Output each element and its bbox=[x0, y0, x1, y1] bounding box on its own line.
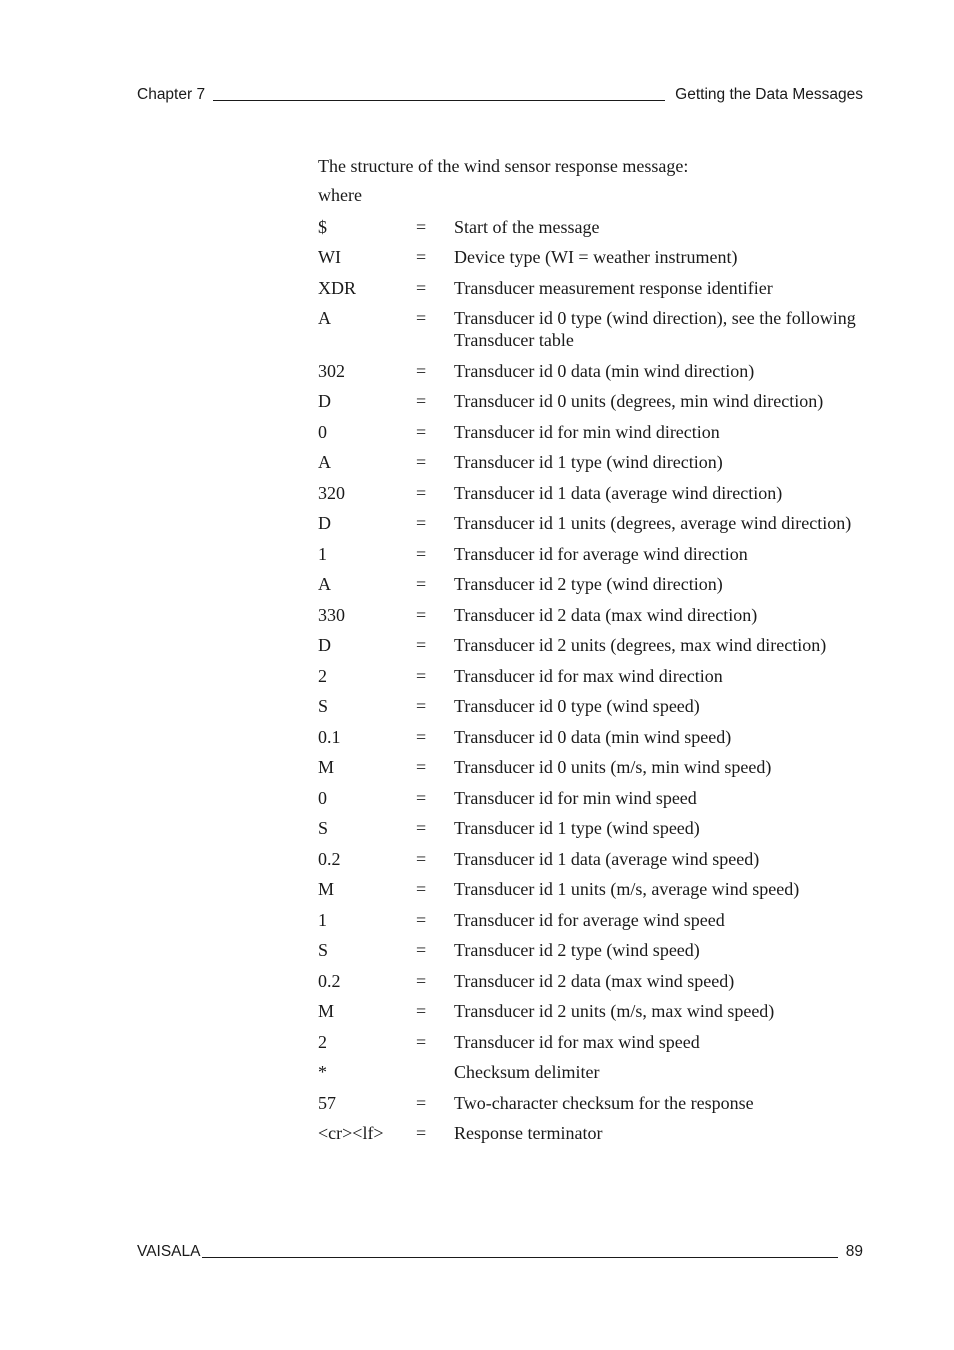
definition-description: Device type (WI = weather instrument) bbox=[454, 247, 738, 267]
chapter-label: Chapter 7 bbox=[137, 86, 206, 103]
definition-description: Transducer id 2 units (degrees, max wind direction) bbox=[454, 635, 827, 655]
equals-sign: = bbox=[416, 909, 427, 930]
equals-sign: = bbox=[416, 574, 427, 594]
definition-row bbox=[318, 661, 878, 692]
section-title: Getting the Data Messages bbox=[675, 86, 863, 103]
equals-sign: = bbox=[416, 1001, 427, 1021]
definition-description: Transducer id 2 type (wind direction) bbox=[454, 574, 723, 594]
definition-description: Start of the message bbox=[454, 216, 600, 237]
definition-term: M bbox=[318, 879, 335, 899]
definition-description: Two-character checksum for the response bbox=[454, 1092, 754, 1113]
definition-term: M bbox=[318, 757, 335, 777]
definition-term: D bbox=[318, 635, 331, 655]
definition-description: Checksum delimiter bbox=[454, 1062, 600, 1082]
definition-term: 330 bbox=[318, 604, 345, 625]
definition-row bbox=[318, 783, 878, 814]
definition-row bbox=[318, 813, 878, 844]
equals-sign: = bbox=[416, 391, 427, 411]
brand-name: VAISALA bbox=[137, 1243, 201, 1260]
equals-sign: = bbox=[416, 787, 427, 808]
definition-description: Transducer id 1 data (average wind direction) bbox=[454, 482, 783, 503]
definition-description: Transducer measurement response identifier bbox=[454, 277, 773, 298]
definition-description: Transducer id 1 units (m/s, average wind speed) bbox=[454, 879, 800, 899]
equals-sign: = bbox=[416, 277, 427, 298]
definition-description: Transducer id 0 type (wind speed) bbox=[454, 696, 700, 716]
definition-term: 0.2 bbox=[318, 970, 341, 991]
definition-description: Transducer id 0 units (degrees, min wind direction) bbox=[454, 391, 824, 411]
definition-description: Transducer id for min wind speed bbox=[454, 787, 697, 808]
equals-sign: = bbox=[416, 1031, 427, 1052]
definition-description: Transducer id for min wind direction bbox=[454, 421, 720, 442]
definition-term: <cr><lf> bbox=[318, 1123, 384, 1143]
definition-row bbox=[318, 303, 878, 356]
definition-row bbox=[318, 966, 878, 997]
definition-description: Transducer id for max wind direction bbox=[454, 665, 723, 686]
equals-sign: = bbox=[416, 421, 427, 442]
equals-sign: = bbox=[416, 696, 427, 716]
definition-description: Transducer id 2 data (max wind speed) bbox=[454, 970, 735, 991]
definition-row bbox=[318, 722, 878, 753]
definition-row bbox=[318, 752, 878, 783]
equals-sign: = bbox=[416, 482, 427, 503]
definition-row bbox=[318, 242, 878, 273]
definition-row bbox=[318, 600, 878, 631]
definition-term: A bbox=[318, 452, 331, 472]
equals-sign: = bbox=[416, 635, 427, 655]
definition-row bbox=[318, 844, 878, 875]
definition-row bbox=[318, 905, 878, 936]
page-footer bbox=[137, 1243, 863, 1261]
definition-description: Transducer id 2 units (m/s, max wind speed) bbox=[454, 1001, 775, 1021]
definition-row bbox=[318, 630, 878, 661]
definition-description: Transducer id 0 data (min wind direction) bbox=[454, 360, 755, 381]
definition-row bbox=[318, 356, 878, 387]
definition-term: 2 bbox=[318, 1031, 327, 1052]
definition-term: S bbox=[318, 818, 329, 838]
definition-term: 0.1 bbox=[318, 726, 341, 747]
equals-sign: = bbox=[416, 818, 427, 838]
definition-term: 57 bbox=[318, 1092, 336, 1113]
definition-row bbox=[318, 874, 878, 905]
equals-sign: = bbox=[416, 940, 427, 960]
definition-term: 302 bbox=[318, 360, 345, 381]
where-label: where bbox=[318, 185, 362, 205]
definition-term: WI bbox=[318, 247, 341, 267]
header-rule bbox=[213, 100, 665, 101]
definition-description: Transducer id for average wind speed bbox=[454, 909, 725, 930]
definition-term: S bbox=[318, 940, 329, 960]
footer-rule bbox=[202, 1257, 837, 1258]
definition-description: Transducer id 1 data (average wind speed) bbox=[454, 848, 760, 869]
intro-text: The structure of the wind sensor response message: bbox=[318, 156, 689, 176]
equals-sign: = bbox=[416, 216, 427, 237]
equals-sign: = bbox=[416, 360, 427, 381]
equals-sign: = bbox=[416, 1123, 427, 1143]
definition-term: 2 bbox=[318, 665, 327, 686]
definition-row bbox=[318, 935, 878, 966]
equals-sign: = bbox=[416, 970, 427, 991]
equals-sign: = bbox=[416, 1092, 427, 1113]
definition-list bbox=[318, 212, 878, 1149]
definition-term: $ bbox=[318, 216, 327, 237]
definition-row bbox=[318, 273, 878, 304]
definition-term: D bbox=[318, 391, 331, 411]
equals-sign: = bbox=[416, 452, 427, 472]
definition-term: XDR bbox=[318, 277, 357, 298]
equals-sign: = bbox=[416, 848, 427, 869]
definition-row bbox=[318, 569, 878, 600]
definition-row bbox=[318, 1027, 878, 1058]
definition-description: Transducer id 0 data (min wind speed) bbox=[454, 726, 732, 747]
definition-row bbox=[318, 539, 878, 570]
definition-description: Transducer id 1 type (wind speed) bbox=[454, 818, 700, 838]
definition-row bbox=[318, 386, 878, 417]
page-header bbox=[137, 86, 863, 104]
definition-term: S bbox=[318, 696, 329, 716]
definition-row bbox=[318, 1057, 878, 1088]
definition-row bbox=[318, 478, 878, 509]
definition-row bbox=[318, 691, 878, 722]
equals-sign: = bbox=[416, 665, 427, 686]
equals-sign: = bbox=[416, 513, 427, 533]
definition-row bbox=[318, 212, 878, 243]
equals-sign: = bbox=[416, 247, 427, 267]
equals-sign: = bbox=[416, 604, 427, 625]
equals-sign: = bbox=[416, 543, 427, 564]
definition-term: A bbox=[318, 308, 331, 328]
definition-description: Transducer id 0 units (m/s, min wind speed) bbox=[454, 757, 772, 777]
definition-term: * bbox=[318, 1062, 327, 1082]
definition-description: Response terminator bbox=[454, 1123, 603, 1143]
definition-term: 1 bbox=[318, 543, 327, 564]
definition-term: 0 bbox=[318, 421, 327, 442]
equals-sign: = bbox=[416, 308, 427, 328]
definition-row bbox=[318, 996, 878, 1027]
definition-description: Transducer id for average wind direction bbox=[454, 543, 748, 564]
definition-term: D bbox=[318, 513, 331, 533]
definition-description: Transducer id 1 type (wind direction) bbox=[454, 452, 723, 472]
definition-description: Transducer id 2 data (max wind direction) bbox=[454, 604, 758, 625]
definition-row bbox=[318, 447, 878, 478]
definition-term: 0 bbox=[318, 787, 327, 808]
equals-sign: = bbox=[416, 757, 427, 777]
definition-term: 0.2 bbox=[318, 848, 341, 869]
page-number: 89 bbox=[845, 1243, 863, 1260]
definition-description: Transducer id 0 type (wind direction), see the following Transducer table bbox=[454, 308, 856, 350]
page-content bbox=[318, 152, 878, 1149]
definition-row bbox=[318, 1088, 878, 1119]
equals-sign: = bbox=[416, 726, 427, 747]
definition-term: 1 bbox=[318, 909, 327, 930]
definition-description: Transducer id for max wind speed bbox=[454, 1031, 700, 1052]
definition-row bbox=[318, 417, 878, 448]
definition-description: Transducer id 1 units (degrees, average wind direction) bbox=[454, 513, 852, 533]
definition-term: M bbox=[318, 1001, 335, 1021]
definition-term: 320 bbox=[318, 482, 345, 503]
equals-sign: = bbox=[416, 879, 427, 899]
definition-description: Transducer id 2 type (wind speed) bbox=[454, 940, 700, 960]
definition-row bbox=[318, 1118, 878, 1149]
definition-row bbox=[318, 508, 878, 539]
definition-term: A bbox=[318, 574, 331, 594]
